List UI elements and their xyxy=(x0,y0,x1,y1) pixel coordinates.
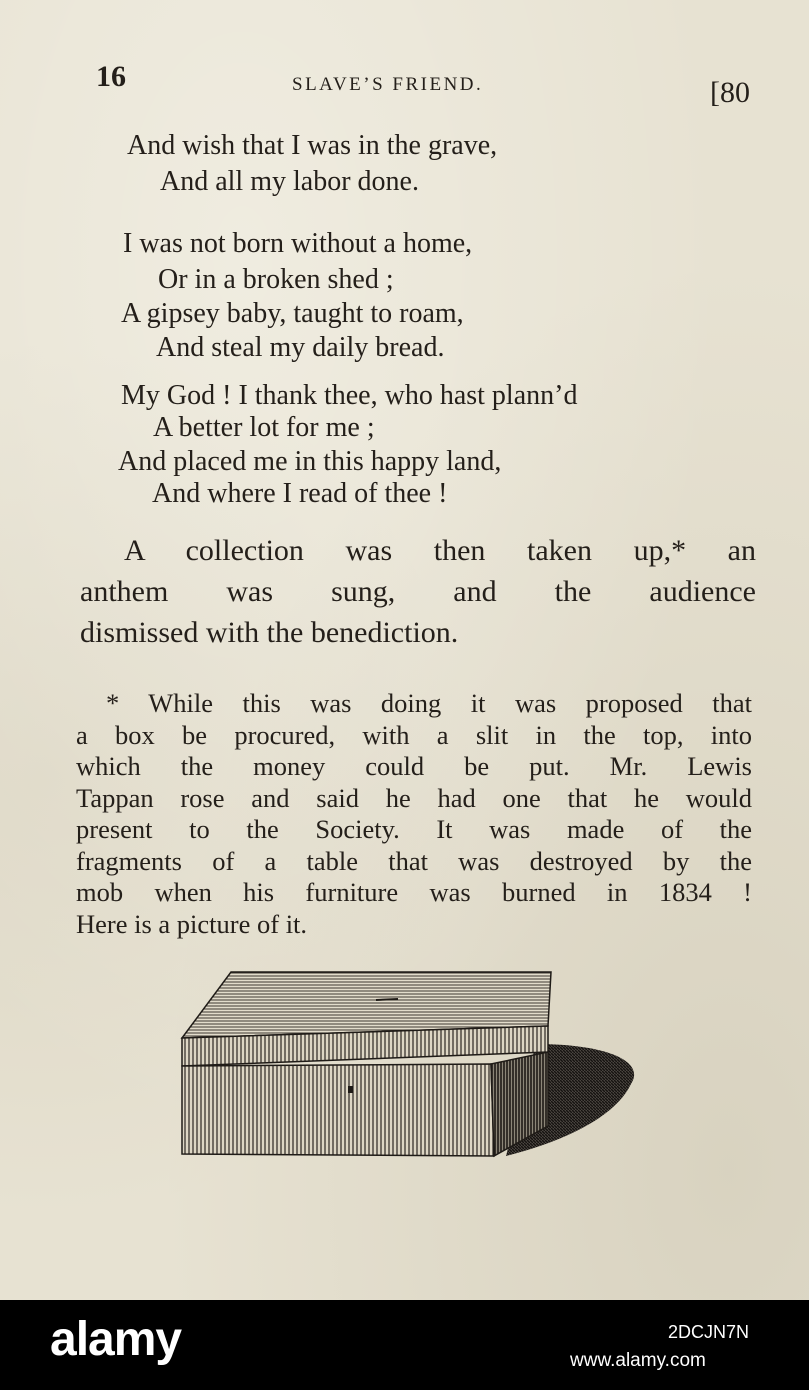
image-id: 2DCJN7N xyxy=(668,1322,750,1342)
footnote-line: Here is a picture of it. xyxy=(76,908,308,939)
poem-line: A better lot for me ; xyxy=(153,412,375,443)
signature-mark: [80 xyxy=(710,76,750,109)
footnote-line: * While this was doing it was proposed that xyxy=(106,688,752,718)
footnote xyxy=(76,688,752,940)
poem-line: And all my labor done. xyxy=(160,166,419,197)
paragraph-line: anthem was sung, and the audience xyxy=(80,575,756,608)
footnote-line: which the money could be put. Mr. Lewis xyxy=(76,751,752,781)
alamy-logo: alamy xyxy=(50,1313,182,1366)
poem-line: A gipsey baby, taught to roam, xyxy=(121,298,464,329)
footnote-line: fragments of a table that was destroyed by the xyxy=(76,845,752,876)
site-url: www.alamy.com xyxy=(570,1350,706,1371)
poem-line: And where I read of thee ! xyxy=(152,478,448,509)
footnote-line: present to the Society. It was made of the xyxy=(76,814,752,844)
page-header xyxy=(0,60,809,109)
paragraph-line: A collection was then taken up,* an xyxy=(124,534,756,567)
poem-line: My God ! I thank thee, who hast plann’d xyxy=(121,380,578,411)
poem-line: And placed me in this happy land, xyxy=(118,446,502,477)
body-paragraph xyxy=(80,530,756,653)
poem-line: And wish that I was in the grave, xyxy=(127,130,498,161)
box-engraving-icon xyxy=(176,966,646,1171)
footnote-line: a box be procured, with a slit in the top, into xyxy=(76,719,752,750)
poem-line: I was not born without a home, xyxy=(123,228,473,259)
watermark-bar xyxy=(0,1300,809,1390)
paragraph-line: dismissed with the benediction. xyxy=(80,616,459,649)
running-title: SLAVE’S FRIEND. xyxy=(292,74,484,95)
footnote-line: mob when his furniture was burned in 1834 ! xyxy=(76,877,752,907)
poem-line: Or in a broken shed ; xyxy=(158,264,394,295)
footnote-line: Tappan rose and said he had one that he would xyxy=(76,782,752,813)
poem-line: And steal my daily bread. xyxy=(156,332,445,363)
page-number: 16 xyxy=(96,60,126,93)
